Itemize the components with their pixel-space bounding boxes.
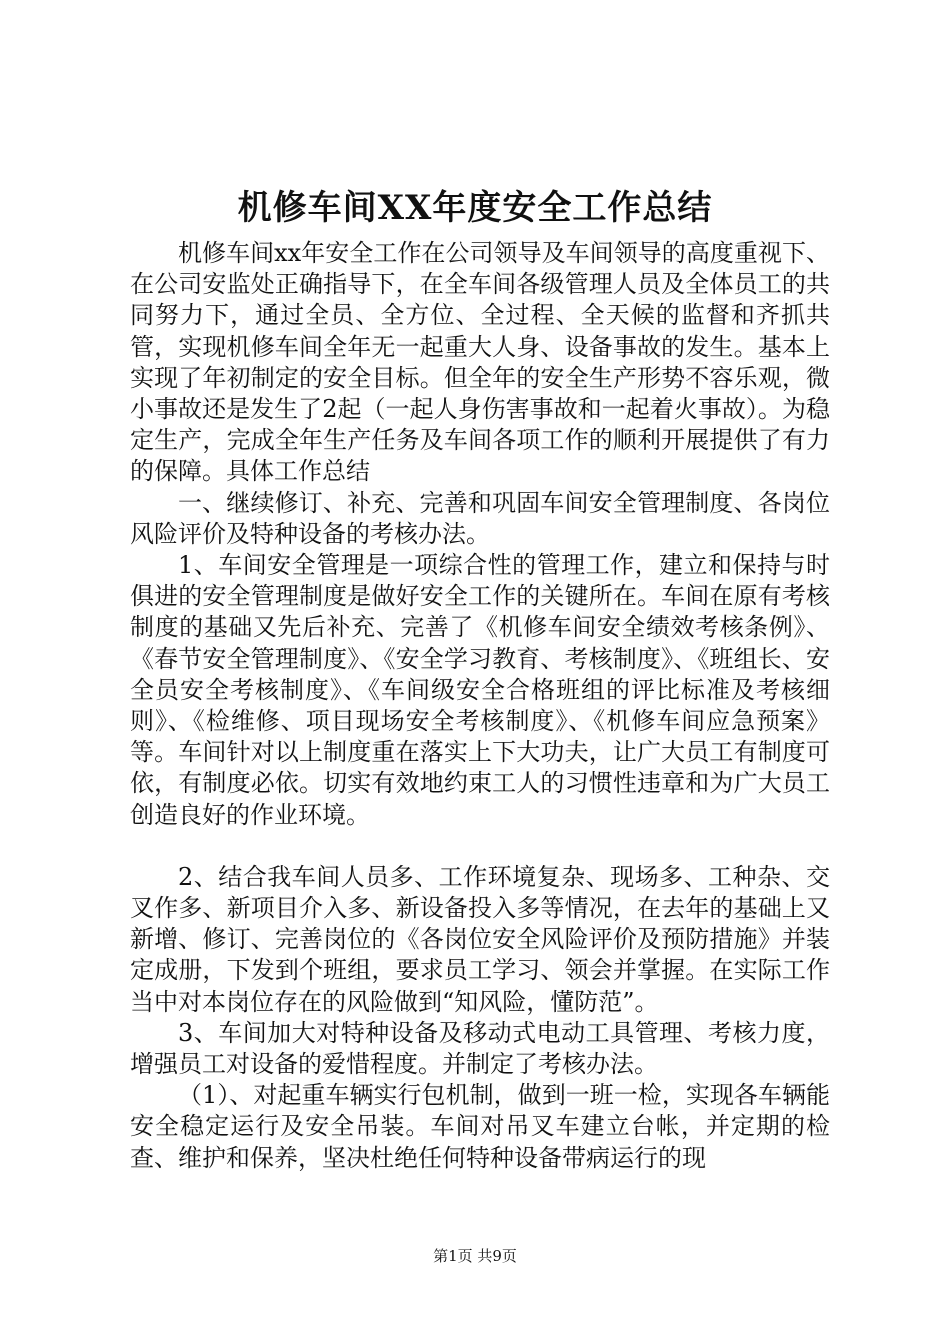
document-body — [130, 238, 830, 1174]
paragraph-item-2: 2、结合我车间人员多、工作环境复杂、现场多、工种杂、交叉作多、新项目介入多、新设备投入多等情况，在去年的基础上又新增、修订、完善岗位的《各岗位安全风险评价及预防措施》并装定成册，下发到个班组，要求员工学习、领会并掌握。在实际工作当中对本岗位存在的风险做到“知风险，懂防范”。 — [130, 862, 830, 1016]
document-title: 机修车间XX年度安全工作总结 — [237, 188, 713, 228]
paragraph-intro: 机修车间xx年安全工作在公司领导及车间领导的高度重视下、在公司安监处正确指导下，在全车间各级管理人员及全体员工的共同努力下，通过全员、全方位、全过程、全天候的监督和齐抓共管，实现机修车间全年无一起重大人身、设备事故的发生。基本上实现了年初制定的安全目标。但全年的安全生产形势不容乐观，微小事故还是发生了2起（一起人身伤害事故和一起着火事故）。为稳定生产，完成全年生产任务及车间各项工作的顺利开展提供了有力的保障。具体工作总结 — [130, 239, 830, 486]
paragraph-item-1: 1、车间安全管理是一项综合性的管理工作，建立和保持与时俱进的安全管理制度是做好安全工作的关键所在。车间在原有考核制度的基础又先后补充、完善了《机修车间安全绩效考核条例》、《春节安全管理制度》、《安全学习教育、考核制度》、《班组长、安全员安全考核制度》、《车间级安全合格班组的评比标准及考核细则》、《检维修、项目现场安全考核制度》、《机修车间应急预案》等。车间针对以上制度重在落实上下大功夫，让广大员工有制度可依，有制度必依。切实有效地约束工人的习惯性违章和为广大员工创造良好的作业环境。 — [130, 551, 830, 829]
paragraph-section-1-heading: 一、继续修订、补充、完善和巩固车间安全管理制度、各岗位风险评价及特种设备的考核办法。 — [130, 488, 830, 548]
page-footer: 第1页 共9页 — [433, 1247, 517, 1265]
paragraph-item-3-1: （1）、对起重车辆实行包机制，做到一班一检，实现各车辆能安全稳定运行及安全吊装。车间对吊叉车建立台帐，并定期的检查、维护和保养，坚决杜绝任何特种设备带病运行的现 — [130, 1081, 830, 1172]
paragraph-item-3: 3、车间加大对特种设备及移动式电动工具管理、考核力度，增强员工对设备的爱惜程度。并制定了考核办法。 — [130, 1018, 830, 1079]
